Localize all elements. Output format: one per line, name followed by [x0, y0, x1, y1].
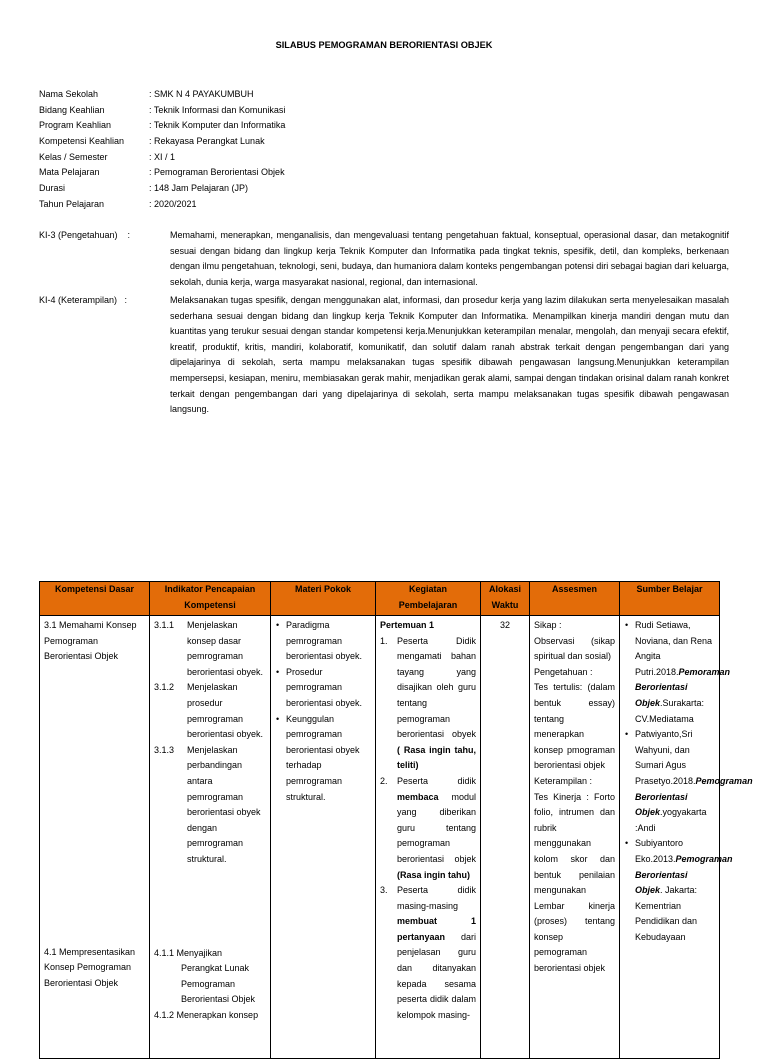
- asesmen-keterampilan-label: Keterampilan :: [534, 775, 593, 786]
- info-value: : SMK N 4 PAYAKUMBUH: [149, 89, 254, 99]
- list-item: [635, 727, 753, 836]
- step-number: 2.: [380, 775, 388, 786]
- list-item: [380, 883, 476, 1023]
- step-text: [397, 774, 476, 883]
- indikator-text: Menjelaskan perbandingan antara pemrograman berorientasi obyek dengan pemrograman struktural.: [187, 744, 261, 864]
- list-item: [635, 618, 731, 727]
- ki4-section: [39, 293, 729, 418]
- asesmen-sikap-label: Sikap :: [534, 620, 562, 630]
- header-sumber-belajar: Sumber Belajar: [620, 582, 720, 616]
- info-label: Nama Sekolah: [39, 89, 99, 99]
- info-row-bidang-keahlian: [39, 103, 285, 119]
- header-indikator: Indikator Pencapaian Kompetensi: [150, 582, 271, 616]
- info-value: : Rekayasa Perangkat Lunak: [149, 136, 265, 147]
- info-value: : XI / 1: [149, 151, 176, 162]
- info-value: : 2020/2021: [149, 198, 197, 209]
- cell-sumber-belajar: [620, 616, 753, 1059]
- indikator-number: 3.1.3: [154, 744, 175, 755]
- info-row-nama-sekolah: [39, 87, 285, 103]
- document-title: SILABUS PEMOGRAMAN BERORIENTASI OBJEK: [275, 40, 493, 50]
- info-value: : Teknik Informasi dan Komunikasi: [149, 104, 286, 115]
- step-text-pre: Peserta didik: [397, 775, 476, 786]
- cell-kompetensi-dasar: [40, 616, 150, 1059]
- list-item: • Paradigma pemrograman berorientasi obyek.: [286, 618, 371, 665]
- info-label: Bidang Keahlian: [39, 104, 105, 115]
- table-row: [40, 616, 720, 1059]
- indikator-text: Menjelaskan prosedur pemrograman berorientasi obyek.: [187, 682, 264, 740]
- list-item: [380, 774, 476, 883]
- list-item: [635, 836, 733, 945]
- step-text-post: modul yang diberikan guru tentang pemograman berorientasi objek: [397, 791, 476, 864]
- list-item: [380, 634, 476, 774]
- pertemuan-label: Pertemuan 1: [380, 620, 435, 630]
- header-alokasi: Alokasi Waktu: [481, 582, 530, 616]
- info-label: Durasi: [39, 183, 66, 194]
- step-text-bold: membaca: [397, 791, 439, 802]
- info-row-kompetensi-keahlian: [39, 134, 285, 150]
- info-label: Program Keahlian: [39, 120, 112, 131]
- info-label: Mata Pelajaran: [39, 167, 100, 178]
- cell-materi-pokok: [271, 616, 376, 1059]
- indikator-item: [154, 743, 266, 868]
- indikator-4-1-2: 4.1.2 Menerapkan konsep: [154, 1009, 259, 1020]
- info-value: : Teknik Komputer dan Informatika: [149, 120, 286, 131]
- info-row-tahun-pelajaran: [39, 197, 285, 213]
- header-assesmen: Assesmen: [530, 582, 620, 616]
- ki3-text: Memahami, menerapkan, menganalisis, dan mengevaluasi tentang pengetahuan faktual, konseptual, operasional dasar, dan metakognitif sesuai dengan bidang dan lingkup kerja Teknik Komputer dan Informatika pada tingkat teknis, spesifik, detil, dan kompleks, berkenaan dengan ilmu pengetahuan, teknologi, seni, budaya, dan humaniora dalam konteks pengembangan potensi diri sebagai bagian dari keluarga, sekolah, dunia kerja, warga masyarakat nasional, regional, dan internasional.: [170, 230, 729, 287]
- step-text: [397, 634, 476, 774]
- asesmen-keterampilan-text: Tes Kinerja : Forto folio, intrumen dan rubrik menggunakan kolom skor dan bentuk penilaian mengunakan Lembar kinerja (proses) tentang konsep pemograman berorientasi objek: [534, 791, 615, 974]
- kd-4-1: 4.1 Mempresentasikan Konsep Pemograman Berorientasi Objek: [44, 946, 136, 988]
- header-materi-pokok: Materi Pokok: [271, 582, 376, 616]
- sumber-title: Pemograman Berorientasi Objek: [635, 775, 753, 818]
- info-label: Kelas / Semester: [39, 151, 108, 162]
- ki3-section: [39, 228, 729, 290]
- step-character: (Rasa ingin tahu): [397, 869, 471, 880]
- indikator-item: [154, 618, 266, 680]
- syllabus-table: [39, 581, 753, 1059]
- step-text-bold: membuat 1 pertanyaan: [397, 916, 476, 942]
- sumber-publisher: .Surakarta: CV.Mediatama: [635, 697, 705, 724]
- indikator-item: [154, 680, 266, 742]
- info-label: Kompetensi Keahlian: [39, 136, 125, 147]
- asesmen-pengetahuan-label: Pengetahuan :: [534, 666, 593, 677]
- kegiatan-steps: [380, 634, 476, 1024]
- header-kegiatan: Kegiatan Pembelajaran: [376, 582, 481, 616]
- step-number: 3.: [380, 885, 388, 896]
- indikator-number: 3.1.2: [154, 682, 175, 693]
- step-number: 1.: [380, 635, 388, 646]
- cell-alokasi: 32: [481, 616, 530, 1059]
- info-label: Tahun Pelajaran: [39, 198, 105, 209]
- asesmen-sikap-text: Observasi (sikap spiritual dan sosial): [534, 635, 615, 662]
- info-value: : 148 Jam Pelajaran (JP): [149, 183, 249, 194]
- info-value: : Pemograman Berorientasi Objek: [149, 167, 285, 178]
- step-text-main: Peserta Didik mengamati bahan tayang yang disajikan oleh guru tentang pemograman berorientasi obyek: [397, 635, 476, 740]
- cell-kegiatan: [376, 616, 481, 1059]
- sumber-author: Rudi Setiawa, Noviana, dan Rena Angita Putri.2018.: [635, 620, 713, 677]
- step-text: [397, 883, 476, 1023]
- sumber-list: [624, 618, 753, 945]
- info-row-kelas-semester: [39, 150, 285, 166]
- kd-3-1: 3.1 Memahami Konsep Pemograman Berorientasi Objek: [44, 620, 137, 662]
- info-row-mata-pelajaran: [39, 165, 285, 181]
- sumber-author: Patwiyanto,Sri Wahyuni, dan Sumari Agus Prasetyo.2018.: [635, 729, 696, 786]
- school-info: [39, 87, 285, 213]
- ki4-text: Melaksanakan tugas spesifik, dengan menggunakan alat, informasi, dan prosedur kerja yang lazim dilakukan serta menyelesaikan masalah sederhana sesuai dengan bidang dan lingkup kerja Teknik Komputer dan Informatika. Menampilkan kinerja mandiri dengan mutu dan kuantitas yang terukur sesuai dengan standar kompetensi kerja.Menunjukkan keterampilan menalar, mengolah, dan menyaji secara efektif, kreatif, produktif, kritis, mandiri, kolaboratif, komunikatif, dan solutif dalam ranah abstrak terkait dengan pengembangan dari yang dipelajarinya di sekolah, serta mampu melaksanakan tugas spesifik dibawah pengawasan langsung.Menunjukkan keterampilan mempersepsi, kesiapan, meniru, membiasakan gerak mahir, menjadikan gerak alami, sampai dengan tindakan orisinal dalam ranah konkret terkait dengan pengembangan dari yang dipelajarinya di sekolah, serta mampu melaksanakan tugas spesifik dibawah pengawasan langsung.: [170, 295, 729, 415]
- step-text-post: dari penjelasan guru dan ditanyakan kepada sesama peserta didik dalam kelompok masing-: [397, 931, 476, 1020]
- sumber-title: Pemoraman Berorientasi Objek: [635, 666, 731, 708]
- indikator-number: 3.1.1: [154, 620, 175, 630]
- table-header-row: [40, 582, 720, 616]
- indikator-4-1-1-text: Perangkat Lunak Pemograman Berorientasi Objek: [181, 963, 256, 1005]
- sumber-publisher: . Jakarta: Kementrian Pendidikan dan Kebudayaan: [635, 885, 698, 942]
- sumber-author: Subiyantoro Eko.2013.: [635, 838, 684, 864]
- info-row-program-keahlian: [39, 118, 285, 134]
- list-item: • Prosedur pemrograman berorientasi obyek.: [286, 665, 371, 712]
- indikator-4-1-1: 4.1.1 Menyajikan: [154, 947, 223, 958]
- step-character: ( Rasa ingin tahu, teliti): [397, 744, 476, 771]
- header-kompetensi-dasar: Kompetensi Dasar: [40, 582, 150, 616]
- cell-assesmen: [530, 616, 620, 1059]
- materi-list: [275, 618, 371, 805]
- list-item: • Keunggulan pemrograman berorientasi obyek terhadap pemrograman struktural.: [286, 712, 371, 806]
- sumber-title: Pemograman Berorientasi Objek: [635, 853, 733, 896]
- asesmen-pengetahuan-text: Tes tertulis: (dalam bentuk essay) tentang menerapkan konsep pmograman berorientasi objek: [534, 682, 615, 771]
- ki3-label: KI-3 (Pengetahuan) :: [39, 230, 131, 240]
- sumber-publisher: .yogyakarta :Andi: [635, 807, 707, 833]
- step-text-pre: Peserta didik masing-masing: [397, 885, 476, 911]
- info-row-durasi: [39, 181, 285, 197]
- ki4-label: KI-4 (Keterampilan) :: [39, 295, 128, 305]
- cell-indikator: [150, 616, 271, 1059]
- indikator-text: Menjelaskan konsep dasar pemrograman berorientasi obyek.: [187, 620, 264, 677]
